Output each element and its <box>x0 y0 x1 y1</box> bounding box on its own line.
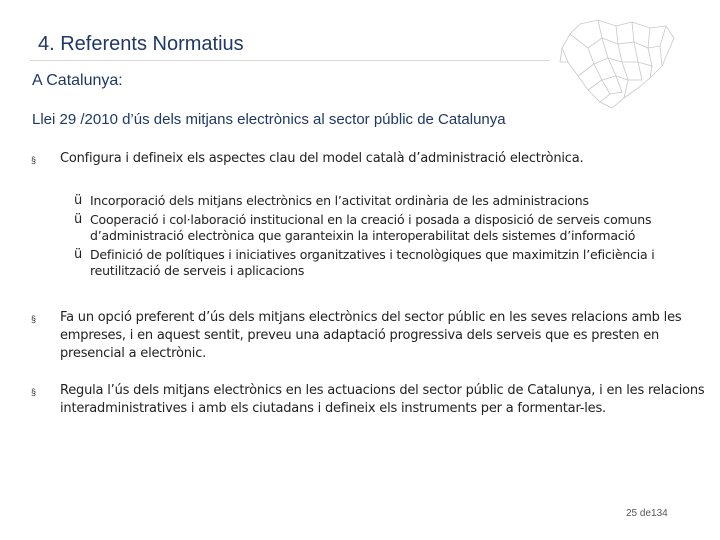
check-icon: ü <box>74 193 83 208</box>
check-text: Cooperació i col·laboració institucional en la creació i posada a disposició de serveis comuns d’administració electrònica que garanteixin la interoperabilitat dels sistemes d’informació <box>90 211 652 243</box>
bullet-text: Regula l’ús dels mitjans electrònics en les actuacions del sector públic de Catalunya, i en les relacions interadministratives i amb els ciutadans i defineix els instruments per a formentar-les. <box>60 383 705 416</box>
bullet-text: Fa un opció preferent d’ús dels mitjans electrònics del sector públic en les seves relacions amb les empreses, i en aquest sentit, preveu una adaptació progressiva dels serveis que es presten en presencial a electrònic. <box>60 310 682 361</box>
bullet-marker: § <box>31 314 37 324</box>
slide-title: 4. Referents Normatius <box>38 33 244 55</box>
check-list <box>74 193 704 280</box>
check-item <box>74 193 704 210</box>
catalonia-map-icon <box>558 18 678 110</box>
check-item <box>74 247 704 280</box>
check-icon: ü <box>74 211 83 227</box>
title-rule <box>30 60 550 61</box>
law-title: Llei 29 /2010 d’ús dels mitjans electrònics al sector públic de Catalunya <box>32 111 506 128</box>
bullet-marker: § <box>31 155 37 165</box>
check-item <box>74 212 704 245</box>
check-icon: ü <box>74 246 83 262</box>
check-text: Incorporació dels mitjans electrònics en l’activitat ordinària de les administracions <box>90 193 589 208</box>
check-text: Definició de polítiques i iniciatives organitzatives i tecnològiques que maximitzin l’eficiència i reutilització de serveis i aplicacions <box>90 246 655 278</box>
subtitle: A Catalunya: <box>32 72 123 89</box>
bullet-marker: § <box>31 387 37 397</box>
page-number: 25 de134 <box>626 508 668 519</box>
bullet-text: Configura i defineix els aspectes clau del model català d’administració electrònica. <box>60 151 584 166</box>
